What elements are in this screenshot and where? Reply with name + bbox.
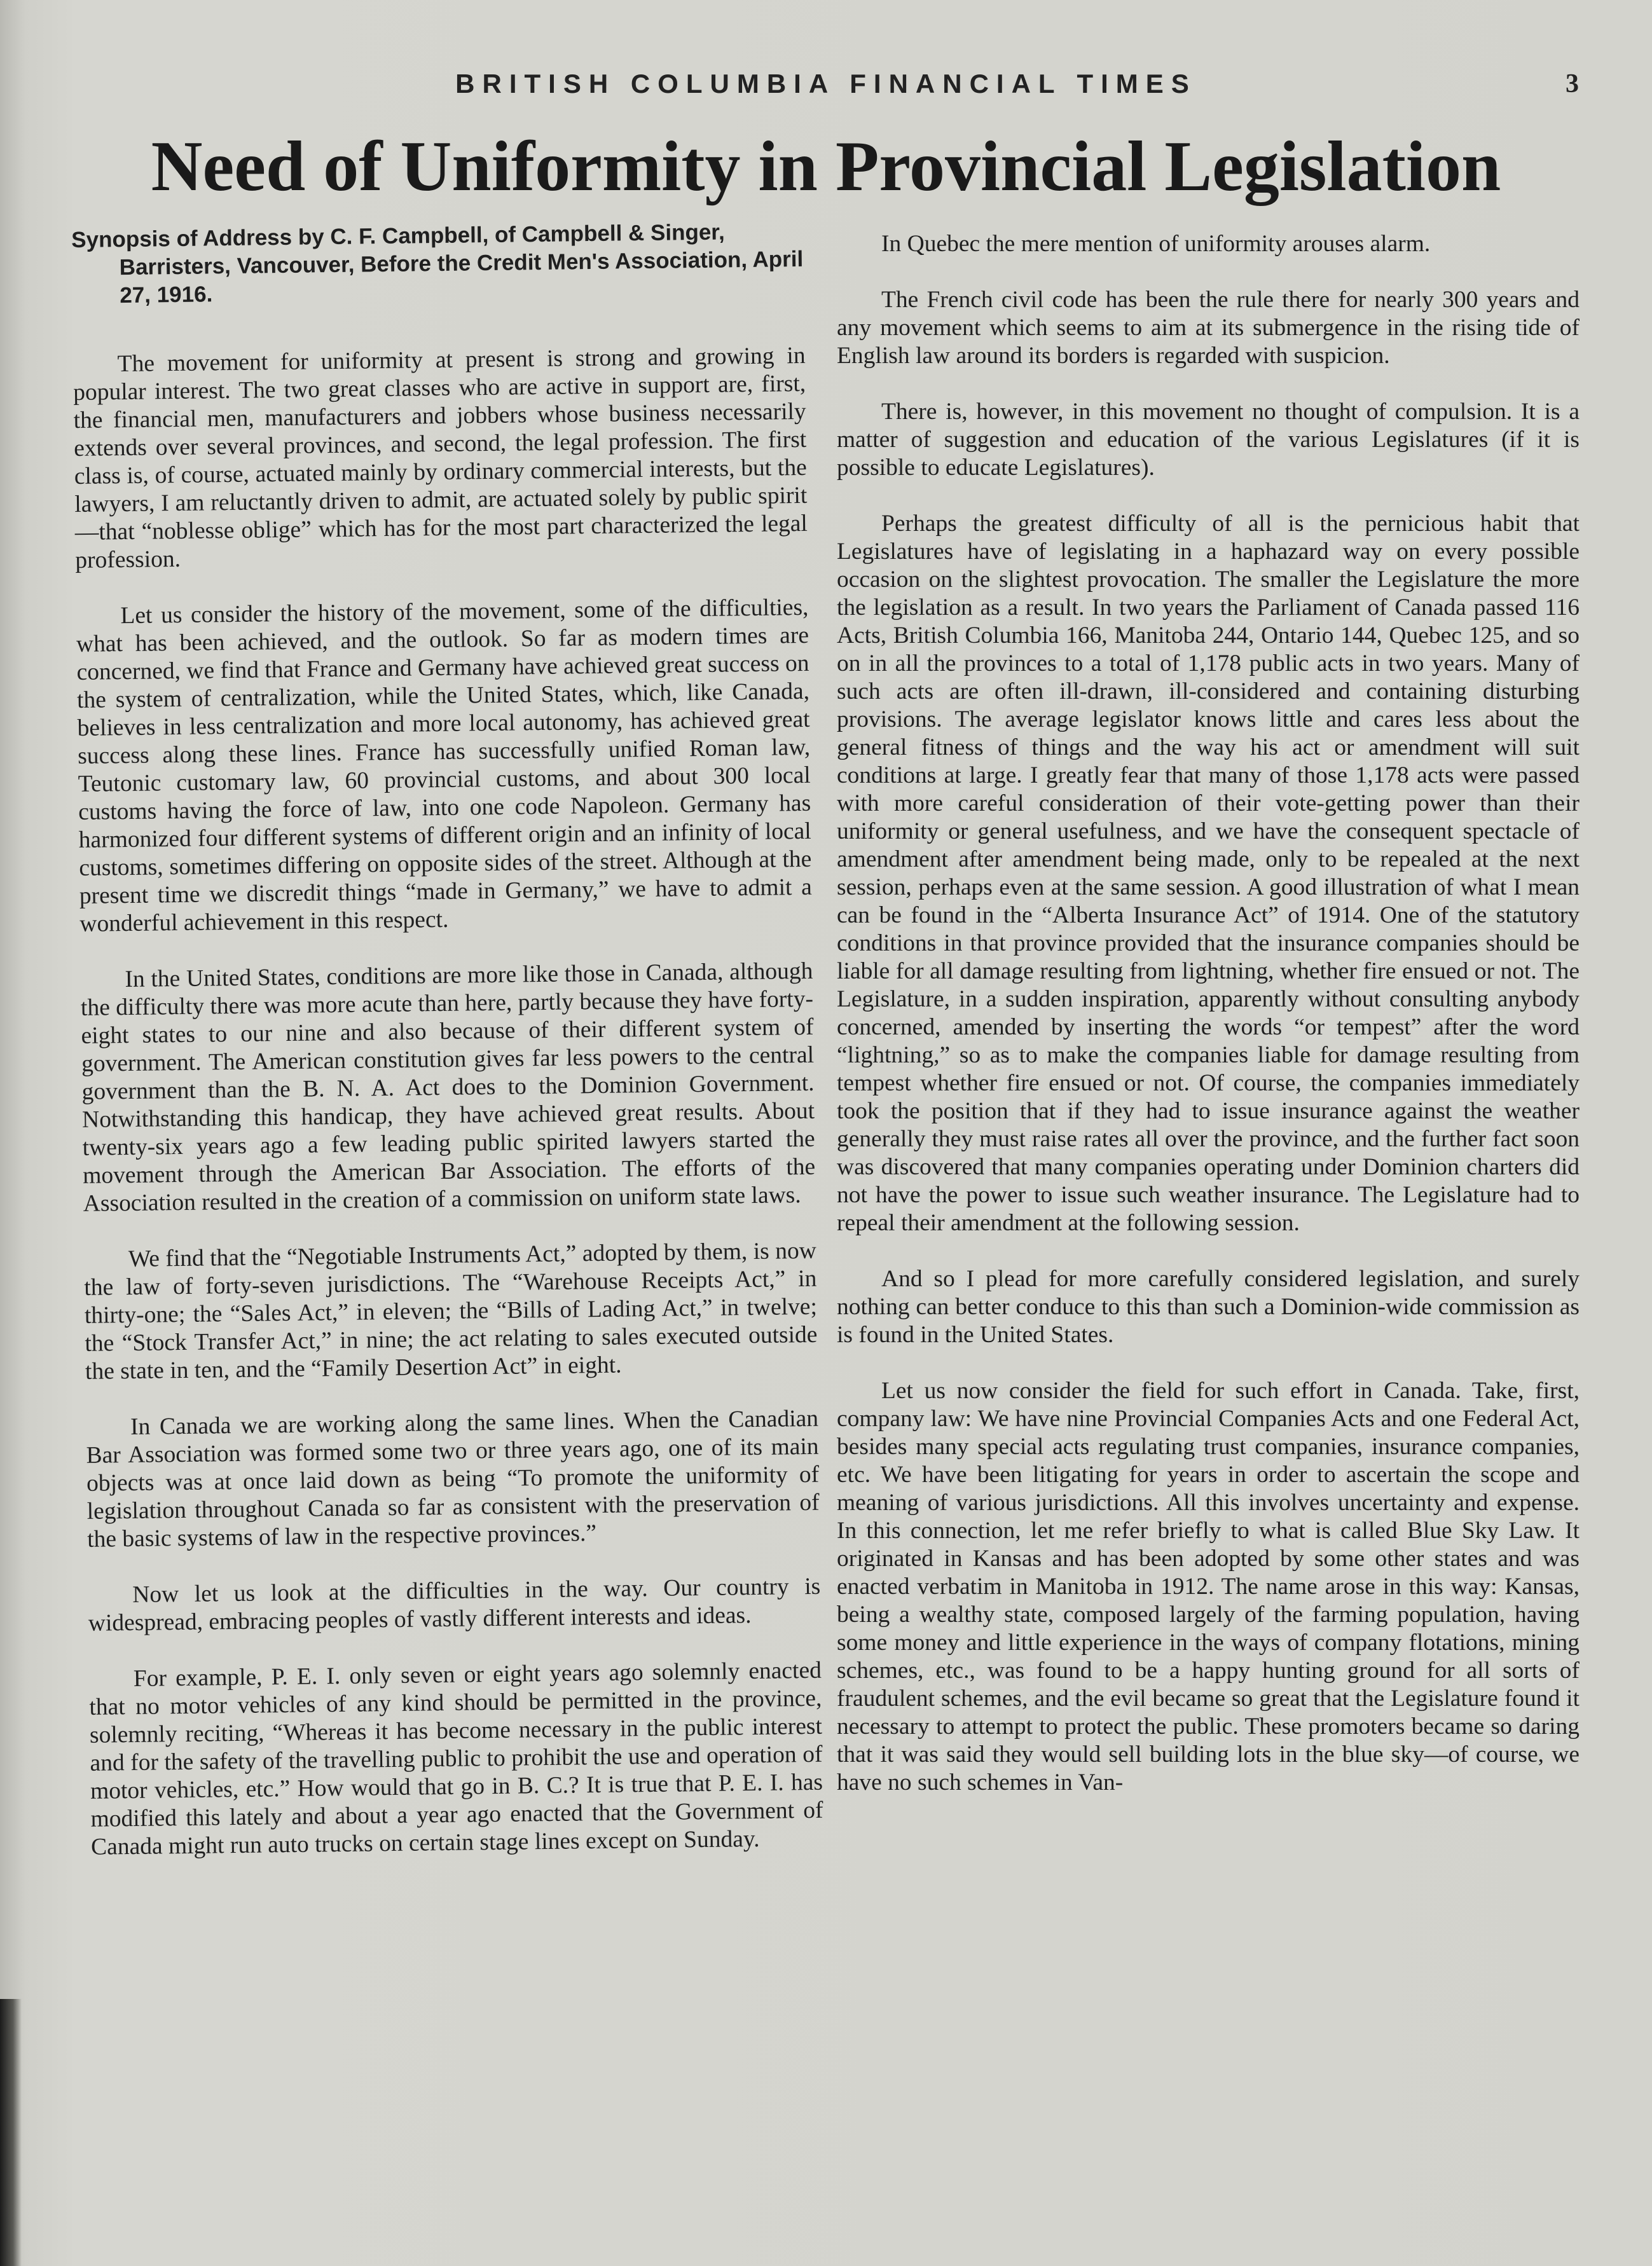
paragraph: We find that the “Negotiable Instruments Act,” adopted by them, is now the law of forty-seven jurisdictions. The “Warehouse Receipts Act,” in thirty-one; the “Sales Act,” in eleven; the “Bills of Lading Act,” in twelve; the “Stock Transfer Act,” in nine; the act relating to sales executed outside the state in ten, and the “Family Desertion Act” in eight. — [84, 1237, 818, 1385]
paragraph: The movement for uniformity at present is strong and growing in popular interest. The two great classes who are active in support are, first, the financial men, manufacturers and jobbers whose business necessarily extends over several provinces, and second, the legal profession. The first class is, of course, actuated mainly by ordinary commercial interests, but the lawyers, I am reluctantly driven to admit, are actuated solely by public spirit—that “noblesse oblige” which has for the most part characterized the legal profession. — [72, 342, 808, 573]
paragraph: In the United States, conditions are more like those in Canada, although the difficulty there was more acute than here, partly because they have forty-eight states to our nine and also because of their different system of government. The American constitution gives far less powers to the central government than the B. N. A. Act does to the Dominion Government. Notwithstanding this handicap, they have achieved great results. About twenty-six years ago a few leading public spirited lawyers started the movement through the American Bar Association. The efforts of the Association resulted in the creation of a commission on uniform state laws. — [80, 958, 816, 1217]
paragraph: In Canada we are working along the same lines. When the Canadian Bar Association was formed some two or three years ago, one of its main objects was at once laid down as being “To promote the uniformity of legislation throughout Canada so far as consistent with the preservation of the basic systems of law in the respective provinces.” — [86, 1405, 820, 1553]
paragraph: For example, P. E. I. only seven or eight years ago solemnly enacted that no motor vehicles of any kind should be permitted in the province, solemnly reciting, “Whereas it has become necessary in the public interest and for the safety of the travelling public to prohibit the use and operation of motor vehicles, etc.” How would that go in B. C.? It is true that P. E. I. has modified this lately and about a year ago enacted that the Government of Canada might run auto trucks on certain stage lines except on Sunday. — [89, 1657, 823, 1860]
paragraph: In Quebec the mere mention of uniformity arouses alarm. — [881, 231, 1431, 257]
paragraph: Now let us look at the difficulties in the way. Our country is widespread, embracing peoples of vastly different interests and ideas. — [88, 1573, 821, 1637]
paragraph: Perhaps the greatest difficulty of all is the pernicious habit that Legislatures have of legislating in a haphazard way on every possible occasion on the slightest provocation. The smaller the Legislature the more the legislation as a result. In two years the Parliament of Canada passed 116 Acts, British Columbia 166, Manitoba 244, Ontario 144, Quebec 125, and so on in all the provinces to a total of 1,178 public acts in two years. Many of such acts are often ill-drawn, ill-considered and containing disturbing provisions. The average legislator knows little and cares less about the general fitness of things and the way his act or amendment will suit conditions at large. I greatly fear that many of those 1,178 acts were passed with more careful consideration of their vote-getting power than their uniformity or general usefulness, and we have the consequent spectacle of amendment after amendment being made, only to be repealed at the next session, perhaps even at the same session. A good illustration of what I mean can be found in the “Alberta Insurance Act” of 1914. One of the statutory conditions in that province provided that the insurance companies should be liable for all damage resulting from lightning, whether fire ensued or not. The Legislature, in a sudden inspiration, apparently without consulting anybody concerned, amended by inserting the words “or tempest” after the word “lightning,” so as to make the companies liable for damage resulting from tempest whether fire ensued or not. Of course, the companies immediately took the position that if they had to issue insurance against the weather generally they must raise rates all over the province, and the further fact soon was discovered that many companies operating under Dominion charters did not have the power to issue such weather insurance. The Legislature had to repeal their amendment at the following session. — [837, 511, 1580, 1236]
paragraph: Let us now consider the field for such effort in Canada. Take, first, company law: We have nine Provincial Companies Acts and one Federal Act, besides many special acts regulating trust companies, insurance companies, etc. We have been litigating for years in order to ascertain the scope and meaning of various jurisdictions. All this involves uncertainty and expense. In this connection, let me refer briefly to what is called Blue Sky Law. It originated in Kansas and has been adopted by some other states and was enacted verbatim in Manitoba in 1912. The name arose in this way: Kansas, being a wealthy state, composed largely of the farming population, having some money and little experience in the ways of company flotations, mining schemes, etc., was found to be a happy hunting ground for all sorts of fraudulent schemes, and the evil became so great that the Legislature found it necessary to attempt to protect the public. These promoters became so daring that it was said they would sell building lots in the blue sky—of course, we have no such schemes in Van- — [837, 1378, 1580, 1796]
article-synopsis: Synopsis of Address by C. F. Campbell, of Campbell & Singer, Barristers, Vancouver, Before the Credit Men's Association, April 27, 1916. — [71, 219, 804, 308]
paragraph: The French civil code has been the rule there for nearly 300 years and any movement which seems to aim at its submergence in the rising tide of English law around its borders is regarded with suspicion. — [837, 287, 1580, 369]
article-title: Need of Uniformity in Provincial Legislation — [151, 127, 1501, 206]
right-column — [837, 230, 1580, 1825]
page-number: 3 — [1566, 69, 1579, 99]
binding-shadow — [0, 1999, 22, 2266]
paragraph: Let us consider the history of the movement, some of the difficulties, what has been achieved, and the outlook. So far as modern times are concerned, we find that France and Germany have achieved great success on the system of centralization, while the United States, which, like Canada, believes in less centralization and more local autonomy, has achieved great success along these lines. France has successfully unified Roman law, Teutonic customary law, 60 provincial customs, and about 300 local customs having the force of law, into one code Napoleon. Germany has harmonized four different systems of different origin and an infinity of local customs, sometimes differing on opposite sides of the street. Although at the present time we discredit things “made in Germany,” we have to admit a wonderful achievement in this respect. — [76, 594, 813, 937]
paragraph: And so I plead for more carefully considered legislation, and surely nothing can better conduce to this than such a Dominion-wide commission as is found in the United States. — [837, 1266, 1580, 1348]
left-column — [71, 217, 824, 1890]
paragraph: There is, however, in this movement no thought of compulsion. It is a matter of suggestion and education of the various Legislatures (if it is possible to educate Legislatures). — [837, 399, 1580, 481]
running-header: BRITISH COLUMBIA FINANCIAL TIMES — [455, 69, 1197, 99]
